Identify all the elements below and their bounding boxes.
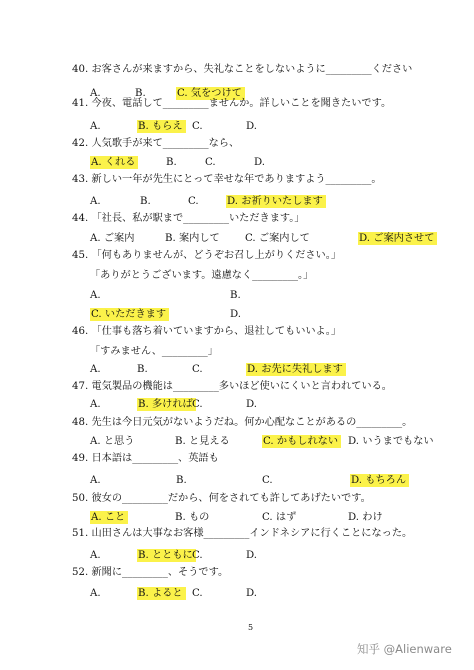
answer-option bbox=[137, 363, 148, 376]
answer-option bbox=[90, 289, 101, 302]
option-label: B. もの bbox=[175, 512, 210, 523]
question-text: 50. 彼女の_________だから、何をされても許してあげたいです。 bbox=[72, 493, 371, 504]
option-label: A. bbox=[90, 475, 101, 486]
answer-option bbox=[192, 363, 203, 376]
answer-option bbox=[165, 232, 220, 245]
answer-option bbox=[262, 511, 296, 524]
answer-option bbox=[137, 587, 186, 600]
answer-option bbox=[348, 511, 383, 524]
option-label: B. と見える bbox=[175, 436, 230, 447]
highlighted-answer: D. お先に失礼します bbox=[246, 363, 346, 376]
option-label: A. bbox=[90, 364, 101, 375]
option-label: B. bbox=[140, 196, 151, 207]
option-label: A. bbox=[90, 88, 101, 99]
option-label: B. bbox=[166, 157, 177, 168]
answer-option bbox=[90, 232, 134, 245]
answer-option bbox=[166, 156, 177, 169]
answer-option bbox=[90, 363, 101, 376]
answer-option bbox=[140, 195, 151, 208]
highlighted-answer: B. よると bbox=[137, 587, 186, 600]
question-text: 43. 新しい一年が先生にとって幸せな年でありますよう_________。 bbox=[72, 174, 382, 185]
option-label: D. bbox=[246, 550, 258, 561]
answer-option bbox=[90, 549, 101, 562]
answer-option bbox=[226, 195, 326, 208]
answer-option bbox=[188, 195, 199, 208]
option-label: C. bbox=[192, 588, 203, 599]
question-text: 45. 「何もありませんが、どうぞお召し上がりください。」 bbox=[72, 250, 342, 261]
answer-option bbox=[137, 549, 196, 562]
option-label: A. bbox=[90, 290, 101, 301]
answer-option bbox=[90, 474, 101, 487]
highlighted-answer: B. とともに bbox=[137, 549, 196, 562]
option-label: C. bbox=[262, 475, 273, 486]
answer-option bbox=[90, 120, 101, 133]
question-text: 44. 「社長、私が駅まで_________いただきます。」 bbox=[72, 213, 305, 224]
answer-option bbox=[192, 587, 203, 600]
highlighted-answer: D. ご案内させて bbox=[358, 232, 437, 245]
question-text: 46. 「仕事も落ち着いていますから、退社してもいいよ。」 bbox=[72, 326, 342, 337]
answer-option bbox=[245, 232, 310, 245]
answer-option bbox=[246, 587, 257, 600]
option-label: A. bbox=[90, 196, 101, 207]
highlighted-answer: A. くれる bbox=[90, 156, 138, 169]
page-number: 5 bbox=[248, 623, 254, 632]
option-label: C. bbox=[192, 550, 203, 561]
option-label: C. bbox=[192, 121, 203, 132]
option-label: B. bbox=[137, 364, 148, 375]
question-text: 40. お客さんが来ますから、失礼なことをしないように_________ください bbox=[72, 64, 413, 75]
answer-option bbox=[137, 120, 186, 133]
answer-option bbox=[205, 156, 216, 169]
watermark: 知乎 @Alienware bbox=[357, 642, 452, 656]
question-text: 48. 先生は今日元気がないようだね。何か心配なことがあるの_________。 bbox=[72, 417, 413, 428]
highlighted-answer: A. こと bbox=[90, 511, 128, 524]
answer-option bbox=[90, 308, 169, 321]
option-label: B. 案内して bbox=[165, 233, 220, 244]
answer-option bbox=[90, 435, 134, 448]
option-label: B. bbox=[135, 88, 146, 99]
option-label: C. ご案内して bbox=[245, 233, 310, 244]
question-text: 42. 人気歌手が来て_________なら、 bbox=[72, 138, 240, 149]
answer-option bbox=[348, 435, 434, 448]
question-text-continued: 「ありがとうございます。遠慮なく_________。」 bbox=[90, 270, 314, 281]
option-label: A. と思う bbox=[90, 436, 135, 447]
option-label: D. bbox=[254, 157, 266, 168]
question-text: 41. 今夜、電話して_________ませんか。詳しいことを聞きたいです。 bbox=[72, 98, 392, 109]
answer-option bbox=[176, 474, 187, 487]
answer-option bbox=[90, 156, 138, 169]
answer-option bbox=[192, 398, 203, 411]
option-label: D. bbox=[246, 399, 258, 410]
highlighted-answer: C. かもしれない bbox=[262, 435, 341, 448]
highlighted-answer: D. お祈りいたします bbox=[226, 195, 326, 208]
question-text: 47. 電気製品の機能は_________多いほど使いにくいと言われている。 bbox=[72, 381, 392, 392]
highlighted-answer: B. 多ければ bbox=[137, 398, 196, 411]
highlighted-answer: C. いただきます bbox=[90, 308, 169, 321]
answer-option bbox=[262, 435, 341, 448]
answer-option bbox=[254, 156, 265, 169]
question-text-continued: 「すみません、_________」 bbox=[90, 346, 218, 357]
option-label: D. いうまでもない bbox=[348, 436, 434, 447]
option-label: B. bbox=[230, 290, 241, 301]
option-label: A. bbox=[90, 121, 101, 132]
option-label: C. はず bbox=[262, 512, 297, 523]
answer-option bbox=[246, 549, 257, 562]
answer-option bbox=[90, 511, 128, 524]
option-label: A. bbox=[90, 588, 101, 599]
answer-option bbox=[175, 435, 230, 448]
question-text: 49. 日本語は_________、英語も bbox=[72, 453, 219, 464]
option-label: C. bbox=[188, 196, 199, 207]
answer-option bbox=[230, 289, 241, 302]
answer-option bbox=[230, 308, 241, 321]
highlighted-answer: B. もらえ bbox=[137, 120, 186, 133]
answer-option bbox=[358, 232, 437, 245]
option-label: C. bbox=[192, 364, 203, 375]
answer-option bbox=[246, 120, 257, 133]
answer-option bbox=[192, 549, 203, 562]
question-text: 51. 山田さんは大事なお客様_________インドネシアに行くことになった。 bbox=[72, 528, 413, 539]
answer-option bbox=[90, 587, 101, 600]
answer-option bbox=[192, 120, 203, 133]
option-label: D. bbox=[230, 309, 242, 320]
option-label: A. ご案内 bbox=[90, 233, 135, 244]
answer-option bbox=[175, 511, 209, 524]
question-text: 52. 新聞に_________、そうです。 bbox=[72, 567, 229, 578]
option-label: A. bbox=[90, 550, 101, 561]
option-label: D. わけ bbox=[348, 512, 383, 523]
answer-option bbox=[246, 363, 346, 376]
highlighted-answer: C. 気をつけて bbox=[176, 87, 245, 100]
highlighted-answer: D. もちろん bbox=[350, 474, 409, 487]
answer-option bbox=[262, 474, 273, 487]
option-label: D. bbox=[246, 588, 258, 599]
answer-option bbox=[350, 474, 409, 487]
option-label: C. bbox=[205, 157, 216, 168]
answer-option bbox=[137, 398, 196, 411]
answer-option bbox=[246, 398, 257, 411]
answer-option bbox=[90, 398, 101, 411]
option-label: B. bbox=[176, 475, 187, 486]
option-label: C. bbox=[192, 399, 203, 410]
option-label: A. bbox=[90, 399, 101, 410]
answer-option bbox=[90, 195, 101, 208]
option-label: D. bbox=[246, 121, 258, 132]
